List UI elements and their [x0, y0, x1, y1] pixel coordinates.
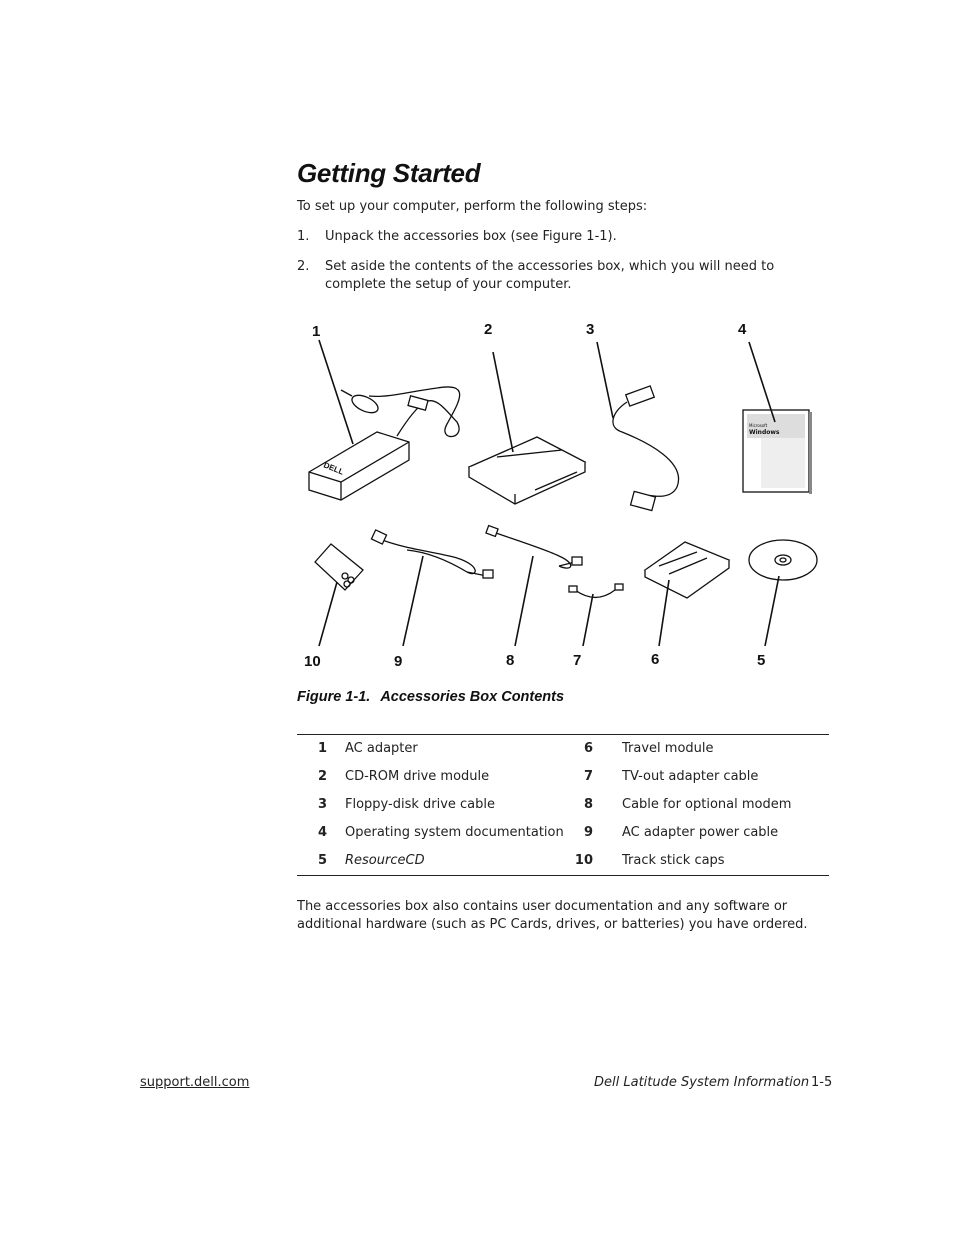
legend-text: AC adapter — [345, 741, 418, 756]
floppy-cable-illustration — [613, 386, 679, 511]
legend-text: AC adapter power cable — [622, 825, 779, 840]
accessories-illustration — [297, 312, 831, 674]
legend-number: 7 — [583, 769, 593, 784]
legend-text: Travel module — [622, 741, 714, 756]
legend-number: 5 — [317, 853, 327, 868]
os-documentation-illustration — [743, 410, 812, 494]
doc-cover-title: Windows — [749, 429, 780, 436]
step-item — [297, 258, 829, 294]
legend-row — [297, 819, 829, 847]
figure-callout: 9 — [394, 653, 403, 670]
legend-text: TV-out adapter cable — [622, 769, 759, 784]
ac-power-cable-illustration — [371, 530, 493, 578]
step-text: Unpack the accessories box (see Figure 1-1). — [325, 229, 617, 244]
legend-number: 8 — [583, 797, 593, 812]
modem-cable-illustration — [486, 526, 582, 569]
legend-text: Cable for optional modem — [622, 797, 792, 812]
figure-callout: 4 — [738, 321, 747, 338]
legend-text: ResourceCD — [345, 853, 425, 868]
track-stick-caps-illustration — [315, 544, 363, 590]
legend-table — [297, 734, 829, 876]
step-number: 1. — [297, 229, 310, 244]
legend-number: 1 — [317, 741, 327, 756]
legend-row — [297, 763, 829, 791]
figure-caption-title: Accessories Box Contents — [380, 689, 565, 705]
legend-number: 4 — [317, 825, 327, 840]
ac-adapter-illustration — [309, 387, 460, 500]
legend-row — [297, 791, 829, 819]
legend-text: Track stick caps — [622, 853, 725, 868]
intro-text: To set up your computer, perform the following steps: — [297, 199, 648, 214]
legend-number: 9 — [583, 825, 593, 840]
legend-text: Floppy-disk drive cable — [345, 797, 496, 812]
support-link[interactable]: support.dell.com — [140, 1075, 250, 1090]
figure-callout: 5 — [757, 652, 766, 669]
legend-number: 3 — [317, 797, 327, 812]
figure-callout: 7 — [573, 652, 582, 669]
figure-callout: 8 — [506, 652, 515, 669]
figure-callout: 10 — [304, 653, 321, 670]
step-text: Set aside the contents of the accessories box, which you will need to complete the setup of your computer. — [325, 259, 775, 292]
page-title: Getting Started — [297, 158, 481, 188]
book-title: Dell Latitude System Information — [594, 1075, 810, 1090]
step-item — [297, 228, 829, 246]
legend-text: Operating system documentation — [345, 825, 564, 840]
figure-caption-label: Figure 1-1. — [297, 689, 371, 705]
dell-logo: DELL — [322, 460, 345, 477]
figure-callout: 2 — [484, 321, 493, 338]
legend-row — [297, 847, 829, 875]
resource-cd-illustration — [749, 540, 817, 580]
cd-rom-module-illustration — [469, 437, 585, 504]
travel-module-illustration — [645, 542, 729, 598]
figure-callout: 6 — [651, 651, 660, 668]
step-number: 2. — [297, 259, 310, 274]
legend-number: 6 — [583, 741, 593, 756]
page-number: 1-5 — [811, 1075, 833, 1090]
closing-text: The accessories box also contains user documentation and any software or additional hardware (such as PC Cards, drives, or batteries) you have ordered. — [297, 899, 808, 932]
tv-out-cable-illustration — [569, 584, 623, 598]
figure-callout: 3 — [586, 321, 595, 338]
legend-number: 2 — [317, 769, 327, 784]
legend-text: CD-ROM drive module — [345, 769, 490, 784]
figure-caption — [297, 689, 564, 705]
legend-number: 10 — [574, 853, 593, 868]
figure-callout: 1 — [312, 323, 321, 340]
doc-cover-brand: Microsoft — [749, 423, 768, 428]
legend-row — [297, 735, 829, 763]
